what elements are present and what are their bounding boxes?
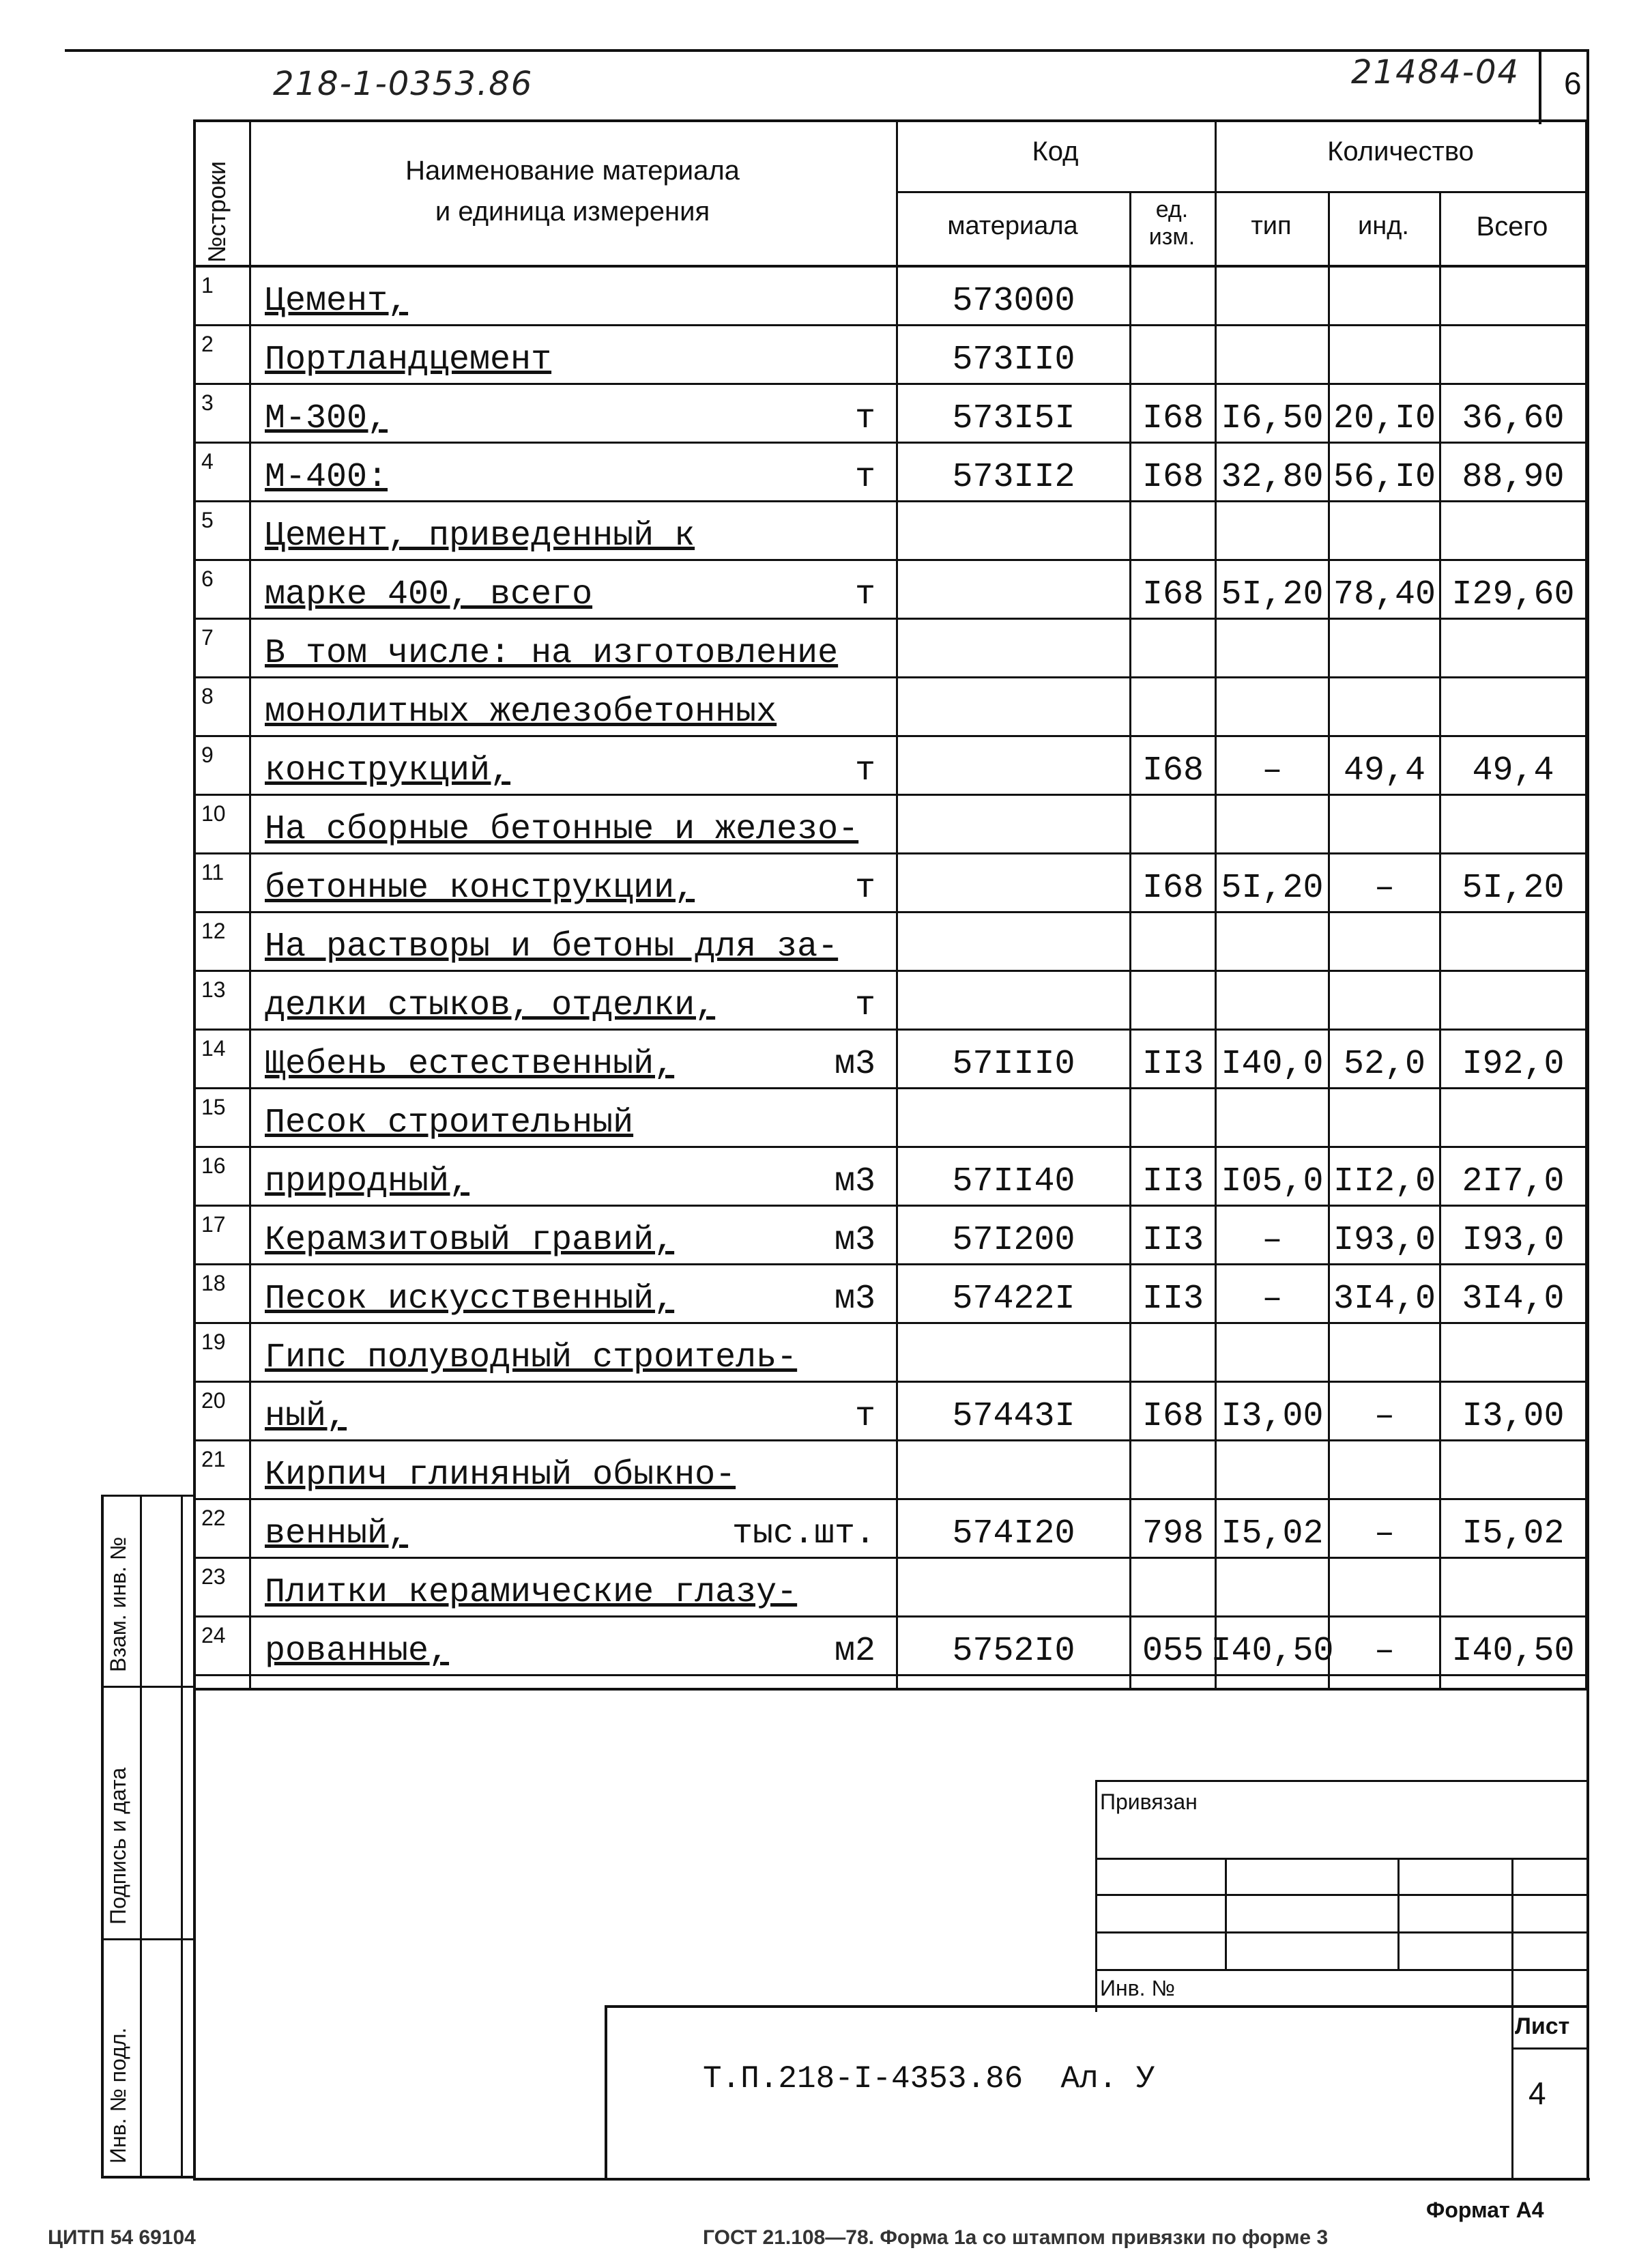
format-label: Формат А4 <box>1426 2198 1544 2222</box>
cell-name: Цемент, <box>265 282 409 321</box>
cell-total: I93,0 <box>1462 1221 1565 1260</box>
table-row <box>193 1265 1586 1324</box>
cell-code: 5752I0 <box>952 1632 1075 1671</box>
row-number: 13 <box>201 977 226 1002</box>
row-number: 9 <box>201 743 214 767</box>
cell-code: 57422I <box>952 1280 1075 1319</box>
row-number: 2 <box>201 332 214 356</box>
cell-name: На растворы и бетоны для за- <box>265 928 839 966</box>
cell-name: ный, <box>265 1397 347 1436</box>
cell-name: монолитных железобетонных <box>265 693 777 732</box>
cell-ind: I93,0 <box>1333 1221 1436 1260</box>
cell-total <box>1441 1441 1585 1500</box>
cell-izm <box>1131 972 1215 1031</box>
table-row <box>193 502 1586 561</box>
cell-unit: м2 <box>834 1632 875 1671</box>
cell-name: венный, <box>265 1514 409 1553</box>
row-number: 22 <box>201 1506 226 1530</box>
cell-ind <box>1330 1324 1439 1383</box>
inv-no-label: Инв. № <box>1100 1976 1175 2000</box>
cell-izm <box>1131 678 1215 737</box>
cell-unit: м3 <box>834 1045 875 1084</box>
cell-ind <box>1330 913 1439 972</box>
table-row <box>193 972 1586 1031</box>
row-number: 1 <box>201 273 214 298</box>
cell-unit <box>251 620 875 678</box>
page-number: 6 <box>1564 66 1582 101</box>
cell-total <box>1441 268 1585 326</box>
privyazan-label: Привязан <box>1100 1789 1198 1814</box>
cell-unit: т <box>854 751 875 790</box>
designation: Т.П.218-I-4353.86 Ал. У <box>703 2061 1155 2097</box>
cell-typ: 5I,20 <box>1221 869 1324 908</box>
cell-total <box>1441 1089 1585 1148</box>
table-row <box>193 1383 1586 1441</box>
table-row <box>193 561 1586 620</box>
cell-izm: II3 <box>1142 1045 1204 1084</box>
cell-ind: – <box>1374 1514 1395 1553</box>
frame-top-line <box>65 49 1586 52</box>
cell-ind: – <box>1374 869 1395 908</box>
cell-izm <box>1131 1089 1215 1148</box>
row-number: 4 <box>201 449 214 474</box>
cell-total: 88,90 <box>1462 458 1565 497</box>
row-number: 3 <box>201 390 214 415</box>
cell-code <box>898 1324 1129 1383</box>
cell-name: На сборные бетонные и железо- <box>265 810 859 849</box>
cell-izm <box>1131 502 1215 561</box>
cell-total: I92,0 <box>1462 1045 1565 1084</box>
row-number: 19 <box>201 1329 226 1354</box>
cell-name: Портландцемент <box>265 341 552 379</box>
row-number: 12 <box>201 919 226 943</box>
row-number: 23 <box>201 1564 226 1589</box>
cell-typ: I6,50 <box>1221 399 1324 438</box>
cell-code: 57I200 <box>952 1221 1075 1260</box>
header-code-material: материала <box>947 212 1078 240</box>
cell-code: 57443I <box>952 1397 1075 1436</box>
cell-unit <box>251 678 875 737</box>
cell-code <box>898 972 1129 1031</box>
footer-left: ЦИТП 54 69104 <box>48 2226 196 2249</box>
cell-ind <box>1330 1089 1439 1148</box>
row-number: 6 <box>201 566 214 591</box>
cell-unit <box>251 1559 875 1618</box>
cell-name: Песок строительный <box>265 1104 634 1142</box>
cell-total: 36,60 <box>1462 399 1565 438</box>
cell-ind <box>1330 502 1439 561</box>
cell-ind <box>1330 972 1439 1031</box>
cell-typ <box>1217 1441 1328 1500</box>
row-number: 24 <box>201 1623 226 1648</box>
table-row <box>193 913 1586 972</box>
cell-izm: 798 <box>1142 1514 1204 1553</box>
cell-total: I3,00 <box>1462 1397 1565 1436</box>
row-number: 7 <box>201 625 214 650</box>
cell-unit: т <box>854 575 875 614</box>
cell-name: Керамзитовый гравий, <box>265 1221 675 1260</box>
cell-izm: II3 <box>1142 1162 1204 1201</box>
cell-name: Гипс полуводный строитель- <box>265 1338 798 1377</box>
table-row <box>193 1441 1586 1500</box>
table-row <box>193 326 1586 385</box>
cell-unit: т <box>854 399 875 438</box>
table-row <box>193 1324 1586 1383</box>
cell-name: Песок искусственный, <box>265 1280 675 1319</box>
cell-typ <box>1217 972 1328 1031</box>
cell-ind: 56,I0 <box>1333 458 1436 497</box>
header-name: Наименование материала и единица измерения <box>405 156 740 227</box>
cell-izm <box>1131 1441 1215 1500</box>
cell-code: 573II0 <box>952 341 1075 379</box>
cell-unit <box>251 913 875 972</box>
cell-izm: I68 <box>1142 751 1204 790</box>
table-row <box>193 1559 1586 1618</box>
cell-typ: 5I,20 <box>1221 575 1324 614</box>
cell-code: 574I20 <box>952 1514 1075 1553</box>
cell-izm <box>1131 1324 1215 1383</box>
cell-unit: м3 <box>834 1162 875 1201</box>
cell-typ <box>1217 1324 1328 1383</box>
cell-total <box>1441 972 1585 1031</box>
sheet-value: 4 <box>1528 2075 1546 2111</box>
cell-code <box>898 796 1129 854</box>
cell-total: 49,4 <box>1472 751 1554 790</box>
cell-name: природный, <box>265 1162 470 1201</box>
row-number: 16 <box>201 1153 226 1178</box>
table-row <box>193 1089 1586 1148</box>
cell-typ <box>1217 1089 1328 1148</box>
cell-total <box>1441 1559 1585 1618</box>
table-row <box>193 268 1586 326</box>
cell-name: делки стыков, отделки, <box>265 986 716 1025</box>
cell-typ: 32,80 <box>1221 458 1324 497</box>
cell-ind <box>1330 796 1439 854</box>
cell-name: конструкций, <box>265 751 511 790</box>
materials-table <box>193 119 1590 2181</box>
cell-name: рованные, <box>265 1632 450 1671</box>
table-row <box>193 385 1586 444</box>
cell-total: I29,60 <box>1451 575 1575 614</box>
cell-total <box>1441 796 1585 854</box>
cell-izm: I68 <box>1142 1397 1204 1436</box>
cell-izm: I68 <box>1142 869 1204 908</box>
cell-typ <box>1217 678 1328 737</box>
row-number: 18 <box>201 1271 226 1295</box>
cell-typ <box>1217 1559 1328 1618</box>
row-number: 5 <box>201 508 214 532</box>
cell-typ: I5,02 <box>1221 1514 1324 1553</box>
cell-ind: – <box>1374 1632 1395 1671</box>
table-row <box>193 796 1586 854</box>
cell-izm <box>1131 913 1215 972</box>
cell-typ <box>1217 268 1328 326</box>
sheet-label: Лист <box>1515 2013 1570 2039</box>
table-row <box>193 854 1586 913</box>
cell-name: М-300, <box>265 399 388 438</box>
cell-name: Цемент, приведенный к <box>265 517 695 556</box>
cell-unit: т <box>854 458 875 497</box>
cell-unit <box>251 796 875 854</box>
side-stamp-podpis: Подпись и дата <box>106 1767 130 1925</box>
header-qty-total: Всего <box>1476 212 1548 242</box>
cell-total <box>1441 913 1585 972</box>
cell-ind: II2,0 <box>1333 1162 1436 1201</box>
cell-ind <box>1330 678 1439 737</box>
cell-izm <box>1131 326 1215 385</box>
cell-ind: 3I4,0 <box>1333 1280 1436 1319</box>
cell-ind <box>1330 1559 1439 1618</box>
row-number: 15 <box>201 1095 226 1119</box>
cell-code <box>898 1089 1129 1148</box>
cell-ind: – <box>1374 1397 1395 1436</box>
cell-total: I5,02 <box>1462 1514 1565 1553</box>
header-row-no: №строки <box>203 160 231 263</box>
cell-typ: I3,00 <box>1221 1397 1324 1436</box>
cell-izm <box>1131 1559 1215 1618</box>
cell-ind: 49,4 <box>1343 751 1426 790</box>
header-qty-typ: тип <box>1251 212 1292 240</box>
cell-total <box>1441 502 1585 561</box>
table-row <box>193 1031 1586 1089</box>
cell-typ <box>1217 913 1328 972</box>
header-code-group: Код <box>1032 136 1079 167</box>
cell-total: 3I4,0 <box>1462 1280 1565 1319</box>
cell-ind: 78,40 <box>1333 575 1436 614</box>
row-number: 14 <box>201 1036 226 1061</box>
cell-ind <box>1330 326 1439 385</box>
cell-izm: I68 <box>1142 575 1204 614</box>
table-row <box>193 620 1586 678</box>
cell-name: бетонные конструкции, <box>265 869 695 908</box>
cell-ind <box>1330 1441 1439 1500</box>
header-qty-group: Количество <box>1327 136 1474 167</box>
doc-code-left: 218-1-0353.86 <box>273 65 534 103</box>
cell-total: I40,50 <box>1451 1632 1575 1671</box>
cell-typ: – <box>1262 751 1283 790</box>
cell-typ: I40,50 <box>1211 1632 1334 1671</box>
table-row <box>193 1207 1586 1265</box>
cell-typ <box>1217 620 1328 678</box>
page-box-left <box>1539 49 1541 124</box>
cell-unit: м3 <box>834 1221 875 1260</box>
cell-unit: т <box>854 869 875 908</box>
cell-unit <box>251 1089 875 1148</box>
cell-unit <box>251 502 875 561</box>
cell-code <box>898 561 1129 620</box>
cell-unit: т <box>854 1397 875 1436</box>
cell-name: В том числе: на изготовление <box>265 634 839 673</box>
cell-name: Щебень естественный, <box>265 1045 675 1084</box>
doc-code-right: 21484-04 <box>1351 53 1520 91</box>
table-row <box>193 1148 1586 1207</box>
cell-unit <box>251 1441 875 1500</box>
cell-name: М-400: <box>265 458 388 497</box>
side-stamp-inv-podl: Инв. № подл. <box>106 2027 130 2163</box>
cell-total <box>1441 620 1585 678</box>
side-stamp-vzam-inv: Взам. инв. № <box>106 1536 130 1672</box>
cell-code <box>898 678 1129 737</box>
row-number: 21 <box>201 1447 226 1471</box>
cell-code <box>898 737 1129 796</box>
cell-code <box>898 854 1129 913</box>
row-number: 20 <box>201 1388 226 1413</box>
cell-unit <box>251 326 875 385</box>
cell-total <box>1441 678 1585 737</box>
cell-code: 573II2 <box>952 458 1075 497</box>
cell-unit: м3 <box>834 1280 875 1319</box>
cell-typ <box>1217 326 1328 385</box>
cell-ind: 52,0 <box>1343 1045 1426 1084</box>
row-number: 8 <box>201 684 214 708</box>
cell-code <box>898 1559 1129 1618</box>
cell-ind <box>1330 268 1439 326</box>
cell-izm <box>1131 620 1215 678</box>
cell-izm: 055 <box>1142 1632 1204 1671</box>
cell-total: 5I,20 <box>1462 869 1565 908</box>
cell-ind: 20,I0 <box>1333 399 1436 438</box>
cell-unit <box>251 1324 875 1383</box>
row-number: 17 <box>201 1212 226 1237</box>
cell-ind <box>1330 620 1439 678</box>
cell-typ: – <box>1262 1221 1283 1260</box>
cell-unit <box>251 268 875 326</box>
cell-typ <box>1217 502 1328 561</box>
cell-typ <box>1217 796 1328 854</box>
table-row <box>193 1618 1586 1676</box>
cell-total: 2I7,0 <box>1462 1162 1565 1201</box>
cell-typ: I05,0 <box>1221 1162 1324 1201</box>
table-row <box>193 1500 1586 1559</box>
cell-typ: – <box>1262 1280 1283 1319</box>
cell-code: 57III0 <box>952 1045 1075 1084</box>
header-unit: ед. изм. <box>1148 197 1195 250</box>
table-row <box>193 678 1586 737</box>
cell-name: Кирпич глиняный обыкно- <box>265 1456 736 1495</box>
cell-code <box>898 502 1129 561</box>
cell-izm <box>1131 796 1215 854</box>
cell-izm: I68 <box>1142 458 1204 497</box>
cell-unit: тыс.шт. <box>731 1514 875 1553</box>
cell-name: Плитки керамические глазу- <box>265 1573 798 1612</box>
cell-code <box>898 620 1129 678</box>
cell-code <box>898 913 1129 972</box>
cell-typ: I40,0 <box>1221 1045 1324 1084</box>
header-qty-ind: инд. <box>1358 212 1409 240</box>
cell-code: 573I5I <box>952 399 1075 438</box>
cell-izm <box>1131 268 1215 326</box>
cell-total <box>1441 1324 1585 1383</box>
cell-code: 573000 <box>952 282 1075 321</box>
cell-name: марке 400, всего <box>265 575 593 614</box>
cell-total <box>1441 326 1585 385</box>
table-row <box>193 737 1586 796</box>
cell-code <box>898 1441 1129 1500</box>
row-number: 11 <box>201 860 224 885</box>
cell-izm: II3 <box>1142 1221 1204 1260</box>
table-row <box>193 444 1586 502</box>
row-number: 10 <box>201 801 226 826</box>
footer-gost: ГОСТ 21.108—78. Форма 1а со штампом привязки по форме 3 <box>703 2226 1329 2249</box>
cell-unit: т <box>854 986 875 1025</box>
cell-izm: II3 <box>1142 1280 1204 1319</box>
cell-izm: I68 <box>1142 399 1204 438</box>
cell-code: 57II40 <box>952 1162 1075 1201</box>
